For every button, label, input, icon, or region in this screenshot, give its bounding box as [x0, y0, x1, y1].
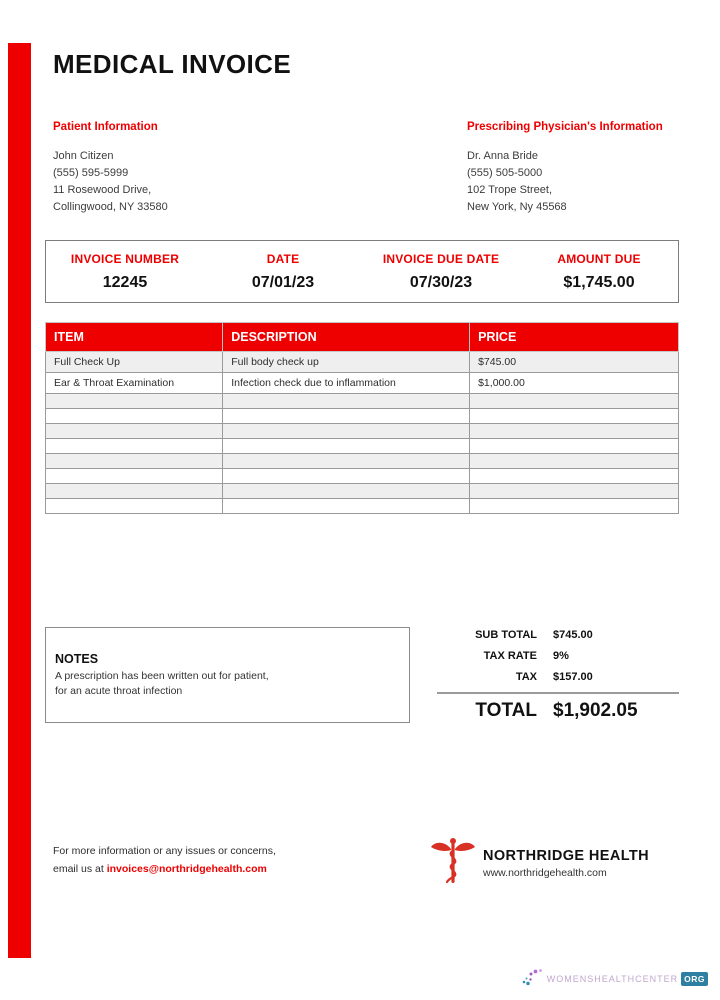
patient-address-line2: Collingwood, NY 33580 — [53, 201, 168, 213]
empty-cell — [223, 484, 470, 499]
patient-info-section — [53, 121, 168, 216]
tax-label: TAX — [515, 671, 537, 683]
invoice-number-label: INVOICE NUMBER — [70, 251, 180, 266]
company-name: NORTHRIDGE HEALTH — [483, 848, 650, 864]
invoice-date-label: DATE — [266, 251, 300, 266]
table-row — [46, 352, 679, 373]
table-row-empty — [46, 424, 679, 439]
physician-info-section — [467, 121, 663, 216]
items-table — [45, 322, 679, 514]
red-accent-bar — [8, 43, 31, 958]
empty-cell — [470, 484, 679, 499]
company-website: www.northridgehealth.com — [483, 867, 607, 879]
notes-line-1: A prescription has been written out for patient, — [55, 670, 269, 682]
table-row-empty — [46, 439, 679, 454]
totals-divider — [437, 692, 679, 694]
empty-cell — [46, 394, 223, 409]
footer-email-link[interactable]: invoices@northridgehealth.com — [106, 863, 267, 875]
empty-cell — [470, 409, 679, 424]
caduceus-icon — [430, 836, 476, 891]
table-row-empty — [46, 499, 679, 514]
sub-total-value: $745.00 — [553, 629, 593, 641]
patient-phone: (555) 595-5999 — [53, 167, 129, 179]
empty-cell — [470, 499, 679, 514]
empty-cell — [223, 499, 470, 514]
empty-cell — [46, 424, 223, 439]
tax-value: $157.00 — [553, 671, 593, 683]
empty-cell — [46, 499, 223, 514]
empty-cell — [223, 469, 470, 484]
empty-cell — [470, 394, 679, 409]
description-cell: Full body check up — [223, 352, 470, 373]
invoice-summary-box — [45, 240, 679, 303]
table-row-empty — [46, 394, 679, 409]
description-cell: Infection check due to inflammation — [223, 373, 470, 394]
patient-address-line1: 11 Rosewood Drive, — [53, 184, 152, 196]
physician-name: Dr. Anna Bride — [467, 150, 538, 162]
item-column-header: ITEM — [46, 323, 223, 352]
invoice-number-value: 12245 — [102, 273, 148, 291]
price-cell: $745.00 — [470, 352, 679, 373]
amount-due-label: AMOUNT DUE — [557, 251, 641, 266]
invoice-due-date-label: INVOICE DUE DATE — [382, 251, 500, 266]
footer-contact-line1: For more information or any issues or concerns, — [53, 845, 276, 857]
invoice-date-column — [204, 252, 362, 292]
notes-heading: NOTES — [55, 652, 99, 666]
company-logo — [430, 836, 649, 891]
footer-contact — [53, 842, 276, 878]
physician-phone: (555) 505-5000 — [467, 167, 543, 179]
empty-cell — [46, 484, 223, 499]
patient-name: John Citizen — [53, 150, 114, 162]
empty-cell — [470, 469, 679, 484]
tax-rate-value: 9% — [553, 650, 569, 662]
amount-due-column — [520, 252, 678, 292]
item-cell: Ear & Throat Examination — [46, 373, 223, 394]
invoice-number-column — [46, 252, 204, 292]
empty-cell — [223, 424, 470, 439]
empty-cell — [223, 454, 470, 469]
empty-cell — [46, 409, 223, 424]
notes-box — [45, 627, 410, 723]
empty-cell — [223, 409, 470, 424]
total-label: TOTAL — [475, 700, 537, 721]
physician-address-line1: 102 Trope Street, — [467, 184, 552, 196]
sub-total-label: SUB TOTAL — [475, 629, 537, 641]
empty-cell — [46, 439, 223, 454]
invoice-date-value: 07/01/23 — [251, 273, 315, 291]
physician-address-line2: New York, Ny 45568 — [467, 201, 567, 213]
physician-info-heading: Prescribing Physician's Information — [467, 121, 663, 133]
empty-cell — [470, 439, 679, 454]
empty-cell — [470, 454, 679, 469]
watermark-site-name: WOMENSHEALTHCENTER — [546, 973, 679, 984]
table-row — [46, 373, 679, 394]
patient-info-heading: Patient Information — [53, 121, 158, 133]
notes-line-2: for an acute throat infection — [55, 685, 183, 697]
invoice-due-date-column — [362, 252, 520, 292]
price-cell: $1,000.00 — [470, 373, 679, 394]
empty-cell — [46, 469, 223, 484]
watermark-dots-icon — [521, 964, 545, 993]
item-cell: Full Check Up — [46, 352, 223, 373]
totals-section — [437, 629, 679, 722]
description-column-header: DESCRIPTION — [223, 323, 470, 352]
page-title: MEDICAL INVOICE — [53, 49, 292, 79]
empty-cell — [223, 394, 470, 409]
items-table-header-row — [46, 323, 679, 352]
watermark[interactable] — [521, 964, 708, 993]
price-column-header: PRICE — [470, 323, 679, 352]
footer-contact-prefix: email us at — [53, 863, 107, 875]
table-row-empty — [46, 469, 679, 484]
table-row-empty — [46, 409, 679, 424]
table-row-empty — [46, 454, 679, 469]
total-value: $1,902.05 — [553, 700, 638, 721]
invoice-due-date-value: 07/30/23 — [409, 273, 473, 291]
footer-contact-line2 — [53, 860, 276, 878]
empty-cell — [470, 424, 679, 439]
empty-cell — [46, 454, 223, 469]
table-row-empty — [46, 484, 679, 499]
watermark-org-badge: ORG — [681, 972, 708, 986]
logo-text — [483, 848, 649, 879]
tax-rate-label: TAX RATE — [483, 650, 537, 662]
amount-due-value: $1,745.00 — [563, 273, 635, 291]
empty-cell — [223, 439, 470, 454]
